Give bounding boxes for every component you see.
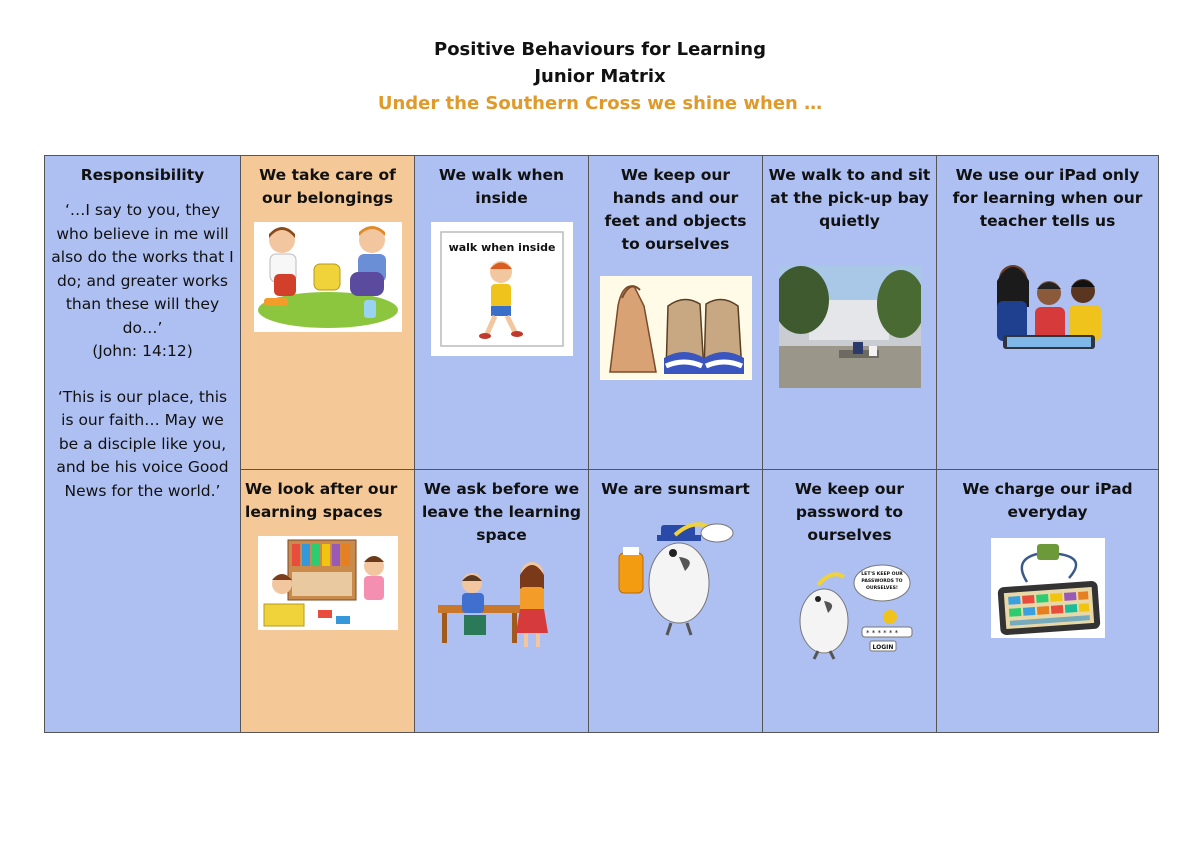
page-subtitle: Junior Matrix (534, 66, 666, 87)
responsibility-title: Responsibility (80, 166, 205, 184)
cell-walk-inside (415, 156, 589, 470)
cell-label: We ask before we leave the learning space (421, 480, 582, 544)
cell-ask-leave (415, 470, 589, 733)
children-belongings-image (254, 222, 402, 332)
page-tagline: Under the Southern Cross we shine when … (377, 93, 823, 114)
scripture-quote: ‘…I say to you, they who believe in me will also do the works that I do; and greater works than these will they do…’ (51, 201, 234, 337)
svg-text:LET'S KEEP OUR: LET'S KEEP OUR (860, 572, 903, 577)
cell-belongings (241, 156, 415, 470)
cell-label: We use our iPad only for learning when our teacher tells us (952, 166, 1143, 230)
walk-inside-sign-image (431, 222, 573, 356)
pickup-bay-photo (779, 266, 921, 388)
child-asking-teacher-image (432, 559, 572, 649)
cell-label: We take care of our belongings (259, 166, 396, 207)
tidy-classroom-image (258, 536, 398, 630)
cell-label: We charge our iPad everyday (962, 480, 1133, 521)
school-prayer-quote: ‘This is our place, this is our faith… May we be a disciple like you, and be his voice Good News for the world.’ (56, 387, 229, 500)
cell-ipad-learning (937, 156, 1159, 470)
svg-text:LOGIN: LOGIN (872, 644, 893, 651)
cell-label: We look after our learning spaces (245, 480, 398, 521)
cell-label: We keep our password to ourselves (794, 480, 905, 544)
walk-sign-text: walk when inside (448, 241, 555, 254)
behaviour-matrix (44, 155, 1159, 733)
children-with-ipad-image (989, 257, 1107, 357)
cell-password (763, 470, 937, 733)
cell-label: We walk when inside (438, 166, 565, 207)
cell-hands-feet (589, 156, 763, 470)
sunsmart-cockatoo-image (613, 519, 739, 639)
cell-charge-ipad (937, 470, 1159, 733)
svg-text:OURSELVES!: OURSELVES! (865, 586, 898, 591)
cell-label: We keep our hands and our feet and objects to ourselves (604, 166, 747, 253)
password-cockatoo-image (784, 561, 916, 661)
hands-and-shoes-image (600, 276, 752, 380)
cell-learning-spaces (241, 470, 415, 733)
cell-label: We walk to and sit at the pick-up bay quietly (768, 166, 931, 230)
cell-sunsmart (589, 470, 763, 733)
scripture-reference: (John: 14:12) (92, 342, 193, 360)
cell-pickup-bay (763, 156, 937, 470)
responsibility-cell (45, 156, 241, 733)
charging-ipad-image (991, 538, 1105, 638)
svg-text:* * * * * *: * * * * * * (865, 629, 898, 637)
page-header (0, 36, 1200, 117)
page-title: Positive Behaviours for Learning (434, 39, 766, 60)
cell-label: We are sunsmart (601, 480, 750, 498)
svg-text:PASSWORDS TO: PASSWORDS TO (860, 579, 903, 584)
